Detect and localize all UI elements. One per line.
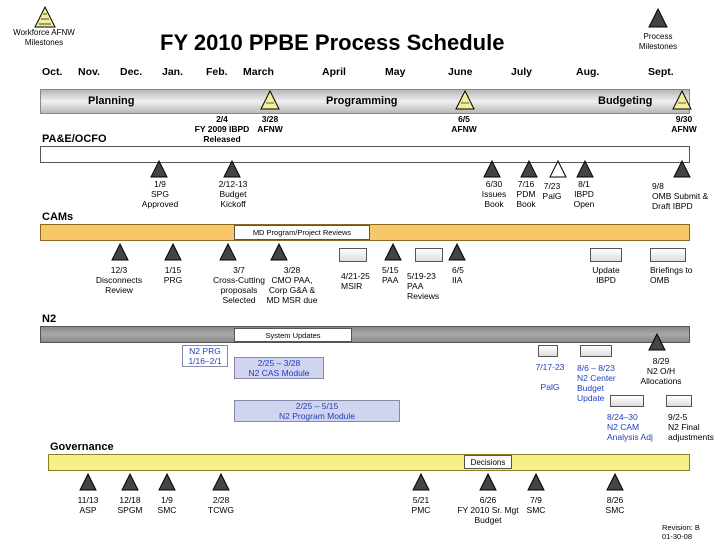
n2-center-budget: 8/6 – 8/23 N2 Center Budget Update (577, 363, 616, 403)
section-paeocfo: PA&E/OCFO (42, 133, 107, 145)
process-milestone-icon (158, 473, 176, 491)
process-milestone-icon (606, 473, 624, 491)
milestone-afnw-sep: 9/30 AFNW (671, 114, 697, 134)
process-milestone-icon (576, 160, 594, 178)
milestone-paa: 5/15 PAA (382, 265, 399, 285)
process-milestone-icon (219, 243, 237, 261)
n2-marker-final (666, 395, 692, 407)
phase-budgeting: Budgeting (598, 95, 653, 107)
milestone-afnw-mar: 3/28 AFNW (257, 114, 283, 134)
milestone-pdm-book: 7/16 PDM Book (516, 179, 536, 209)
milestone-cmo-paa: 3/28 CMO PAA, Corp G&A & MD MSR due (266, 265, 318, 305)
decisions-box: Decisions (464, 455, 512, 469)
process-milestone-icon (483, 160, 501, 178)
process-milestone-icon (150, 160, 168, 178)
n2-bar (40, 326, 690, 343)
phase-programming: Programming (326, 95, 398, 107)
milestone-ibpd-released: 2/4 FY 2009 IBPD Released (194, 114, 250, 144)
process-milestone-icon (164, 243, 182, 261)
milestone-paa-reviews: 5/19-23 PAA Reviews (407, 271, 440, 301)
milestone-sr-mgt-budget: 6/26 FY 2010 Sr. Mgt Budget (457, 495, 519, 525)
milestone-spgm: 12/18 SPGM (117, 495, 143, 515)
milestone-iia: 6/5 IIA (452, 265, 464, 285)
milestone-smc-jan: 1/9 SMC (157, 495, 177, 515)
afnw-milestone-icon (260, 90, 280, 110)
month-jun: June (448, 66, 473, 78)
process-milestone-icon (412, 473, 430, 491)
n2-cas-module: 2/25 – 3/28 N2 CAS Module (234, 357, 324, 379)
process-milestone-icon (673, 160, 691, 178)
section-governance: Governance (50, 441, 114, 453)
month-dec: Dec. (120, 66, 143, 78)
process-milestone-icon (520, 160, 538, 178)
month-feb: Feb. (206, 66, 228, 78)
process-milestone-icon (384, 243, 402, 261)
afnw-legend-icon (34, 6, 56, 28)
process-milestone-icon (223, 160, 241, 178)
page-title: FY 2010 PPBE Process Schedule (160, 30, 505, 55)
revision-label: Revision: B 01-30-08 (662, 523, 700, 541)
process-legend-label: Process Milestones (638, 32, 678, 51)
milestone-budget-kickoff: 2/12-13 Budget Kickoff (218, 179, 248, 209)
afnw-milestone-icon (672, 90, 692, 110)
governance-bar (48, 454, 690, 471)
milestone-issues-book: 6/30 Issues Book (481, 179, 507, 209)
section-n2: N2 (42, 313, 57, 325)
process-milestone-icon (479, 473, 497, 491)
n2-prg: N2 PRG 1/16–2/1 (182, 345, 228, 367)
milestone-afnw-jun: 6/5 AFNW (451, 114, 477, 134)
month-sep: Sept. (648, 66, 674, 78)
section-cams: CAMs (42, 211, 74, 223)
process-milestone-icon (121, 473, 139, 491)
milestone-spg-approved: 1/9 SPG Approved (141, 179, 179, 209)
process-milestone-icon (648, 333, 666, 351)
cams-marker-paa-reviews (415, 248, 443, 262)
month-aug: Aug. (576, 66, 600, 78)
cams-reviews-box: MD Program/Project Reviews (234, 225, 370, 240)
process-milestone-icon (448, 243, 466, 261)
month-jan: Jan. (162, 66, 184, 78)
process-milestone-icon (270, 243, 288, 261)
milestone-asp: 11/13 ASP (77, 495, 99, 515)
milestone-update-ibpd: Update IBPD (592, 265, 620, 285)
month-jul: July (511, 66, 533, 78)
process-milestone-icon (527, 473, 545, 491)
milestone-smc-jul: 7/9 SMC (526, 495, 546, 515)
month-may: May (385, 66, 406, 78)
process-milestone-icon (111, 243, 129, 261)
phase-planning: Planning (88, 95, 135, 107)
month-oct: Oct. (42, 66, 63, 78)
process-milestone-icon (549, 160, 567, 178)
afnw-legend-label: Workforce AFNW Milestones (13, 28, 75, 47)
process-milestone-icon (212, 473, 230, 491)
cams-marker-update-ibpd (590, 248, 622, 262)
cams-marker-msir (339, 248, 367, 262)
milestone-ibpd-open: 8/1 IBPD Open (573, 179, 595, 209)
afnw-milestone-icon (455, 90, 475, 110)
process-milestone-icon (79, 473, 97, 491)
month-nov: Nov. (78, 66, 100, 78)
n2-palg: 7/17-23 PalG (535, 362, 565, 392)
system-updates-box: System Updates (234, 328, 352, 342)
milestone-tcwg: 2/28 TCWG (208, 495, 234, 515)
n2-marker-palg (538, 345, 558, 357)
n2-program-module: 2/25 – 5/15 N2 Program Module (234, 400, 400, 422)
n2-marker-center-budget (580, 345, 612, 357)
month-mar: March (243, 66, 274, 78)
milestone-omb-submit: 9/8 OMB Submit & Draft IBPD (652, 181, 709, 211)
n2-final-adjustments: 9/2-5 N2 Final adjustments (668, 412, 714, 442)
milestone-smc-aug: 8/26 SMC (605, 495, 625, 515)
n2-cam-analysis: 8/24–30 N2 CAM Analysis Adj (607, 412, 653, 442)
milestone-briefings-omb: Briefings to OMB (650, 265, 693, 285)
month-apr: April (322, 66, 346, 78)
milestone-prg: 1/15 PRG (163, 265, 183, 285)
milestone-pmc: 5/21 PMC (411, 495, 431, 515)
milestone-msir: 4/21-25 MSIR (341, 271, 370, 291)
n2-oh-allocations: 8/29 N2 O/H Allocations (640, 356, 682, 386)
milestone-palg: 7/23 PalG (542, 181, 562, 201)
process-legend-icon (648, 8, 668, 28)
cams-marker-briefings (650, 248, 686, 262)
milestone-cross-cutting: 3/7 Cross-Cutting proposals Selected (213, 265, 265, 305)
milestone-disconnects-review: 12/3 Disconnects Review (95, 265, 143, 295)
